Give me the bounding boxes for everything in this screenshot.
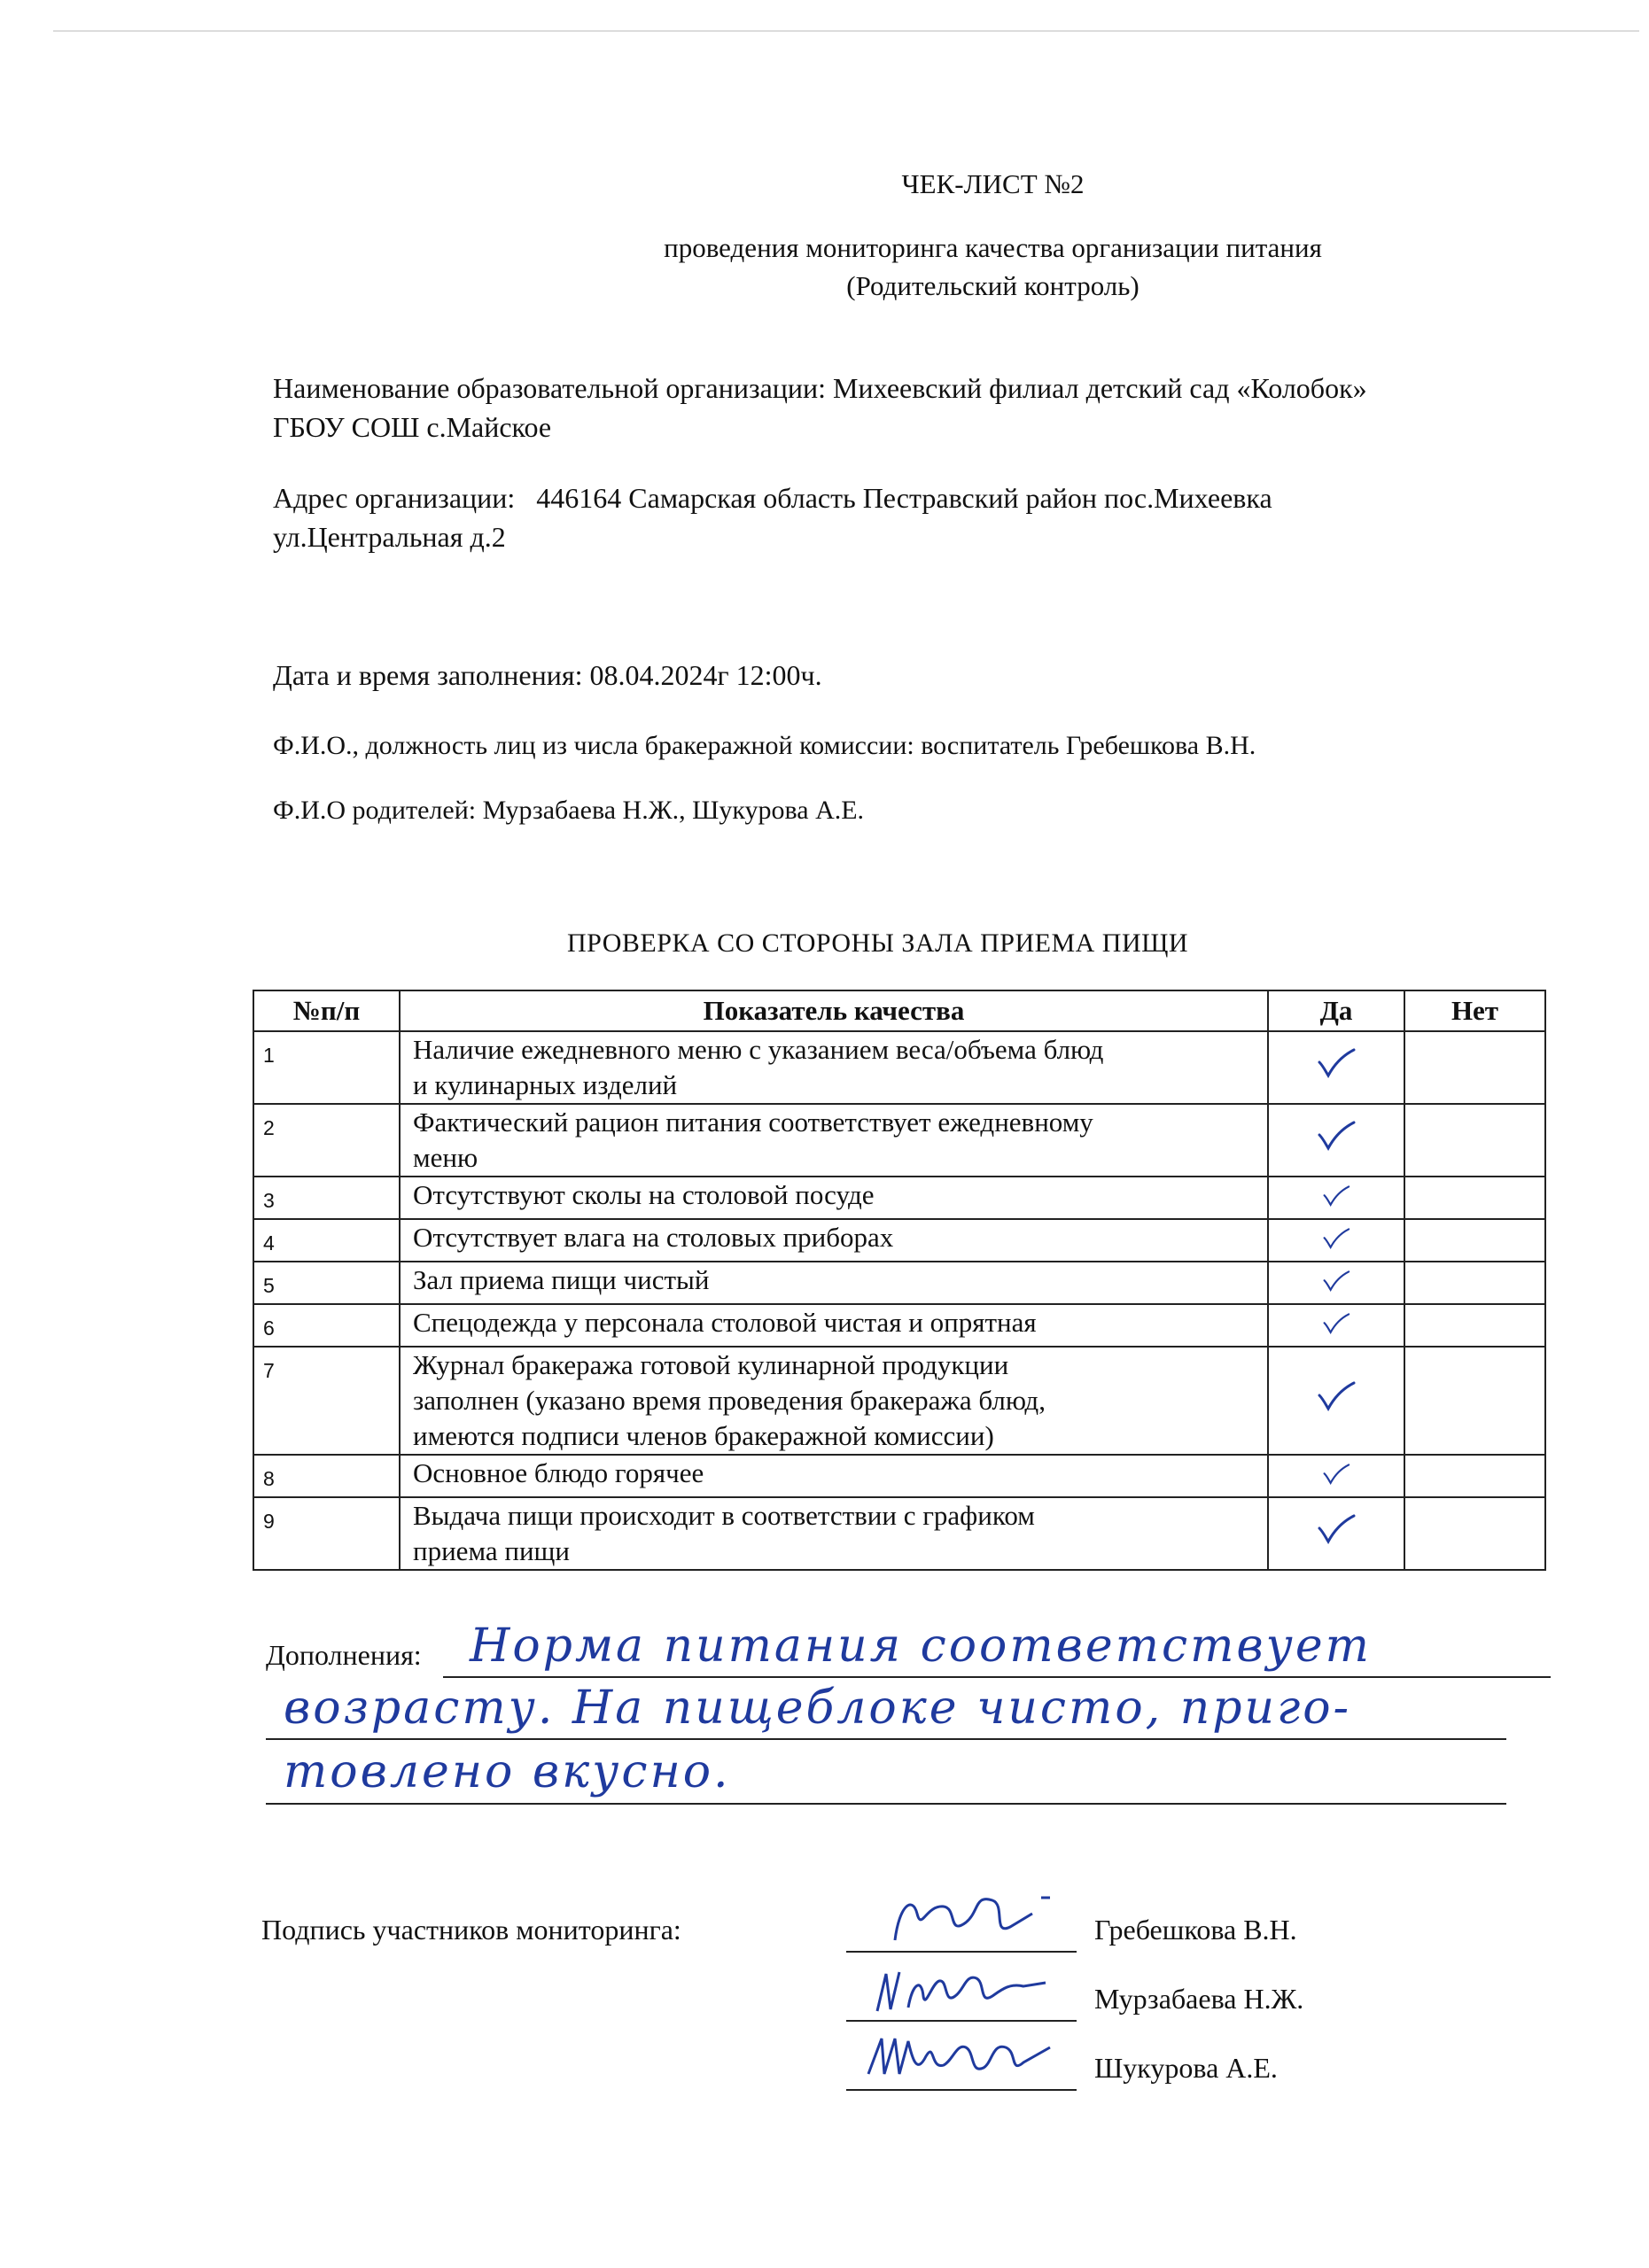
row-indicator-line: меню	[413, 1142, 478, 1173]
page-edge	[53, 30, 1639, 32]
document-title: ЧЕК-ЛИСТ №2	[901, 168, 1085, 199]
subtitle-line-2: (Родительский контроль)	[846, 270, 1140, 301]
row-indicator-line: и кулинарных изделий	[413, 1069, 678, 1100]
row-yes-cell	[1268, 1031, 1404, 1104]
org-name-line-1: Наименование образовательной организации: Михеевский филиал детский сад «Колобок»	[273, 372, 1367, 404]
checkmark-icon	[1317, 1381, 1356, 1411]
row-indicator-line: Спецодежда у персонала столовой чистая и опрятная	[413, 1307, 1037, 1338]
header-yes: Да	[1268, 990, 1404, 1031]
row-no-cell	[1404, 1455, 1545, 1497]
checkmark-icon	[1317, 1048, 1356, 1078]
checkmark-icon	[1321, 1464, 1351, 1485]
row-indicator-line: Выдача пищи происходит в соответствии с графиком	[413, 1500, 1035, 1531]
additions-label: Дополнения:	[266, 1639, 422, 1671]
row-number: 7	[253, 1347, 400, 1455]
row-no-cell	[1404, 1219, 1545, 1262]
row-number: 2	[253, 1104, 400, 1177]
signature-row-3	[846, 2052, 1342, 2096]
subtitle-line-1: проведения мониторинга качества организации питания	[664, 232, 1322, 263]
checkmark-icon	[1321, 1270, 1351, 1292]
row-yes-cell	[1268, 1497, 1404, 1570]
signature-row-1	[846, 1914, 1342, 1958]
signature-row-2	[846, 1983, 1342, 2027]
header-indicator: Показатель качества	[400, 990, 1268, 1031]
row-indicator-line: приема пищи	[413, 1535, 570, 1566]
row-number: 8	[253, 1455, 400, 1497]
org-name-line-2: ГБОУ СОШ с.Майское	[273, 411, 552, 443]
signature-line-1	[846, 1951, 1077, 1953]
row-no-cell	[1404, 1104, 1545, 1177]
row-yes-cell	[1268, 1304, 1404, 1347]
datetime-line: Дата и время заполнения: 08.04.2024г 12:00ч.	[273, 659, 822, 691]
document-subtitle	[266, 229, 1649, 305]
row-number: 5	[253, 1262, 400, 1304]
checkmark-icon	[1321, 1185, 1351, 1207]
signatures-label: Подпись участников мониторинга:	[261, 1914, 681, 1946]
row-indicator-line: Отсутствует влага на столовых приборах	[413, 1222, 894, 1253]
table-row	[253, 1031, 1545, 1104]
row-no-cell	[1404, 1304, 1545, 1347]
signature-scribble-3	[860, 2025, 1063, 2092]
row-indicator-line: Журнал бракеража готовой кулинарной продукции	[413, 1349, 1009, 1380]
row-yes-cell	[1268, 1104, 1404, 1177]
row-number: 1	[253, 1031, 400, 1104]
checkmark-icon	[1321, 1228, 1351, 1249]
row-indicator-line: Основное блюдо горячее	[413, 1457, 704, 1488]
row-indicator	[400, 1347, 1268, 1455]
signature-scribble-1	[860, 1887, 1063, 1953]
row-number: 6	[253, 1304, 400, 1347]
row-no-cell	[1404, 1347, 1545, 1455]
checkmark-icon	[1317, 1121, 1356, 1151]
row-indicator	[400, 1177, 1268, 1219]
address-value: 446164 Самарская область Пестравский район пос.Михеевка	[536, 482, 1272, 514]
checklist-body	[253, 1031, 1545, 1570]
signature-name-2: Мурзабаева Н.Ж.	[1094, 1983, 1304, 2015]
row-no-cell	[1404, 1497, 1545, 1570]
row-no-cell	[1404, 1262, 1545, 1304]
signature-name-3: Шукурова А.Е.	[1094, 2052, 1278, 2084]
row-no-cell	[1404, 1031, 1545, 1104]
additions-block	[266, 1621, 1560, 1816]
additions-underline-3	[266, 1803, 1506, 1805]
table-row	[253, 1304, 1545, 1347]
row-indicator-line: заполнен (указано время проведения бракеража блюд,	[413, 1385, 1046, 1416]
additions-handwriting-3: товлено вкусно.	[284, 1745, 731, 1798]
header-no: Нет	[1404, 990, 1545, 1031]
row-indicator-line: Фактический рацион питания соответствует ежедневному	[413, 1107, 1093, 1138]
checkmark-icon	[1321, 1313, 1351, 1334]
row-number: 4	[253, 1219, 400, 1262]
row-indicator	[400, 1219, 1268, 1262]
row-yes-cell	[1268, 1262, 1404, 1304]
table-row	[253, 1104, 1545, 1177]
row-indicator-line: Наличие ежедневного меню с указанием веса/объема блюд	[413, 1034, 1104, 1065]
table-row	[253, 1262, 1545, 1304]
address-label: Адрес организации:	[273, 482, 516, 514]
section-title: ПРОВЕРКА СО СТОРОНЫ ЗАЛА ПРИЕМА ПИЩИ	[567, 928, 1189, 958]
row-indicator	[400, 1031, 1268, 1104]
row-number: 9	[253, 1497, 400, 1570]
row-indicator-line: имеются подписи членов бракеражной комиссии)	[413, 1420, 994, 1451]
row-yes-cell	[1268, 1455, 1404, 1497]
table-row	[253, 1219, 1545, 1262]
row-indicator-line: Отсутствуют сколы на столовой посуде	[413, 1179, 875, 1210]
additions-underline-1	[443, 1676, 1551, 1678]
row-indicator-line: Зал приема пищи чистый	[413, 1264, 710, 1295]
additions-handwriting-1: Норма питания соответствует	[470, 1619, 1372, 1673]
table-header-row	[253, 990, 1545, 1031]
header-num: №п/п	[253, 990, 400, 1031]
address-line-1	[273, 478, 1272, 517]
row-indicator	[400, 1104, 1268, 1177]
additions-underline-2	[266, 1738, 1506, 1740]
row-yes-cell	[1268, 1347, 1404, 1455]
row-indicator	[400, 1304, 1268, 1347]
table-row	[253, 1455, 1545, 1497]
row-number: 3	[253, 1177, 400, 1219]
commission-line: Ф.И.О., должность лиц из числа бракеражной комиссии: воспитатель Гребешкова В.Н.	[273, 731, 1256, 760]
row-indicator	[400, 1497, 1268, 1570]
row-indicator	[400, 1455, 1268, 1497]
parents-line: Ф.И.О родителей: Мурзабаева Н.Ж., Шукурова А.Е.	[273, 796, 865, 825]
signature-line-3	[846, 2089, 1077, 2091]
additions-handwriting-2: возрасту. На пищеблоке чисто, приго-	[284, 1682, 1352, 1735]
signature-name-1: Гребешкова В.Н.	[1094, 1914, 1297, 1946]
signature-line-2	[846, 2020, 1077, 2022]
checkmark-icon	[1317, 1514, 1356, 1544]
table-row	[253, 1497, 1545, 1570]
row-yes-cell	[1268, 1177, 1404, 1219]
checklist-table	[253, 990, 1546, 1571]
table-row	[253, 1177, 1545, 1219]
signature-scribble-2	[860, 1956, 1063, 2023]
table-row	[253, 1347, 1545, 1455]
row-yes-cell	[1268, 1219, 1404, 1262]
row-indicator	[400, 1262, 1268, 1304]
row-no-cell	[1404, 1177, 1545, 1219]
address-line-2: ул.Центральная д.2	[273, 521, 506, 553]
